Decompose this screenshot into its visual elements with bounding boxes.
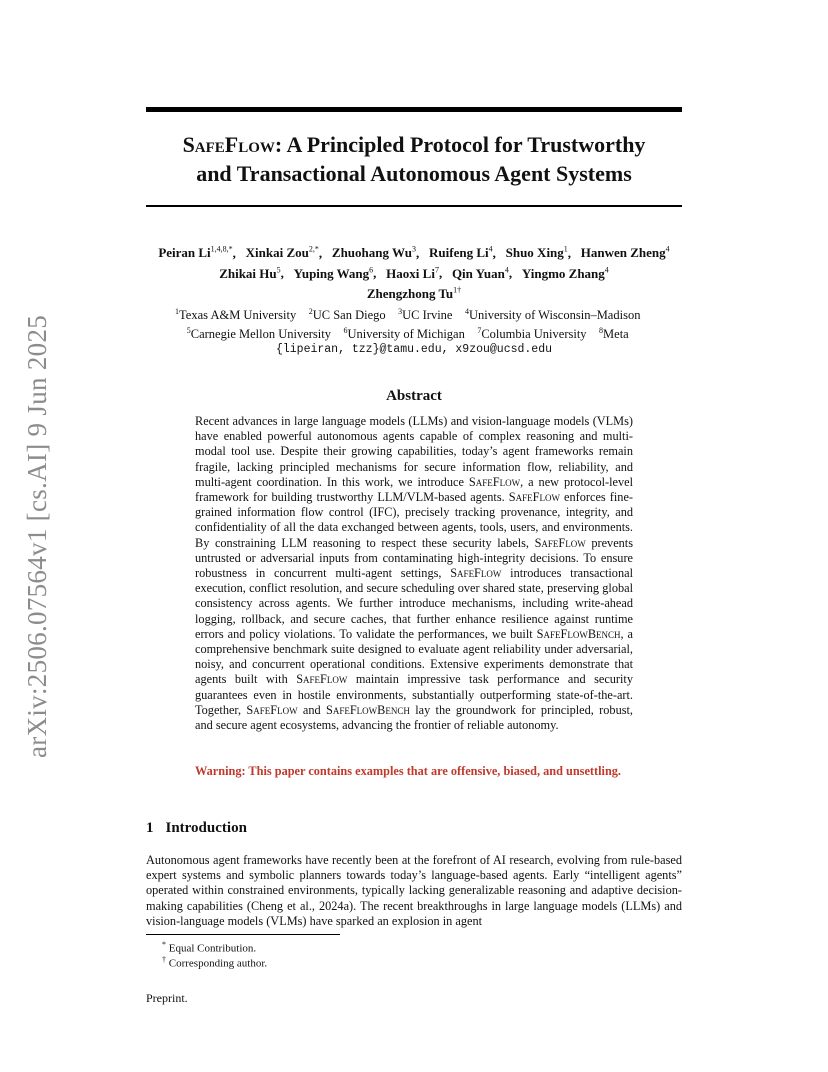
abstract-heading: Abstract — [386, 388, 442, 404]
author-name: Yingmo Zhang$^4$ — [521, 265, 609, 281]
affiliation: $^5$Carnegie Mellon University — [186, 326, 331, 342]
author-affiliation-mark: 4 — [604, 265, 609, 275]
author-name: Yuping Wang$^6$ — [293, 265, 374, 281]
author-affiliation-mark: 4 — [504, 265, 509, 275]
title-line2: and Transactional Autonomous Agent Systems — [196, 161, 632, 186]
author-name: Haoxi Li$^7$ — [386, 265, 439, 281]
footnote-mark: † — [162, 955, 166, 964]
author-name: Ruifeng Li$^4$ — [429, 245, 493, 261]
section-number: 1 — [146, 820, 154, 836]
footnote-text: Equal Contribution. — [168, 942, 257, 955]
framework-name: SafeFlow — [534, 535, 586, 550]
author-affiliation-mark: 1 — [563, 245, 568, 254]
affiliation-number: 6 — [343, 326, 348, 336]
framework-name: SafeFlow — [508, 490, 560, 505]
author-name: Qin Yuan$^4$ — [451, 265, 509, 281]
affiliation-number: 8 — [599, 326, 604, 336]
author-affiliation-mark: 5 — [276, 265, 281, 275]
section-heading — [146, 820, 247, 837]
affiliation-number: 7 — [477, 326, 482, 336]
content-warning: Warning: This paper contains examples that are offensive, biased, and unsettling. — [195, 764, 622, 778]
affiliation: $^7$Columbia University — [477, 326, 587, 342]
arxiv-identifier: arXiv:2506.07564v1 [cs.AI] 9 Jun 2025 — [22, 314, 52, 758]
author-name: Peiran $Li^{1,4,8,*}$ — [158, 245, 233, 261]
footnote — [162, 953, 267, 971]
affiliation-number: 1 — [175, 307, 180, 316]
author-name: Xinkai Zou$^{2,*}$ — [245, 245, 319, 261]
author-affiliation-mark: 1† — [453, 285, 462, 295]
footnote-rule — [146, 934, 340, 935]
affiliation: $^2$UC San Diego — [308, 307, 386, 323]
abstract-body: Recent advances in large language models (LLMs) and vision-language models (VLMs) have enabled powerful autonomous agents capable of complex reasoning and multi-modal tool use. Despite their growing capabilities, today’s agent frameworks remain fragile, lacking principled mechanisms for secure information flow, reliability, and multi-agent coordination. In this work, we introduce SafeFlow, a new protocol-level framework for building trustworthy LLM/VLM-based agents. SafeFlow enforces fine-grained information flow control (IFC), precisely tracking provenance, integrity, and confidentiality of all the data exchanged between agents, tools, users, and environments. By constraining LLM reasoning to respect these security labels, SafeFlow prevents untrusted or adversarial inputs from contaminating high-integrity decisions. To ensure robustness in concurrent multi-agent settings, SafeFlow introduces transactional execution, conflict resolution, and secure scheduling over shared state, preserving global consistency across agents. We further introduce mechanisms, including write-ahead logging, rollback, and secure caches, that further enhance resilience against runtime errors and policy violations. To validate the performances, we built SafeFlowBench, a comprehensive benchmark suite designed to evaluate agent reliability under adversarial, noisy, and concurrent operational conditions. Extensive experiments demonstrate that agents built with SafeFlow maintain impressive task performance and security guarantees even in hostile environments, substantially outperforming state-of-the-art. Together, SafeFlow and SafeFlowBench lay the groundwork for principled, robust, and secure agent ecosystems, advancing the frontier of reliable autonomy. — [195, 414, 634, 733]
author-line: Peiran $Li^{1,4,8,*}$, Xinkai Zou$^{2,*}$, Zhuohang Wu$^3$, Ruifeng Li$^4$, Shuo Xing$^1$, Hanwen Zheng$^4$ — [158, 245, 670, 261]
author-affiliation-mark: 2,* — [308, 245, 319, 254]
framework-name: SafeFlow — [296, 672, 348, 687]
introduction-paragraph: Autonomous agent frameworks have recently been at the forefront of AI research, evolving from rule-based expert systems and symbolic planners towards today’s language-based agents. Early “intelligent agents” operated within constrained environments, typically lacking generalizable reasoning and adaptive decision-making capabilities (Cheng et al., 2024a). The recent breakthroughs in large language models (LLMs) and vision-language models (VLMs) have sparked an explosion in agent — [146, 853, 682, 928]
author-affiliation-mark: 7 — [434, 265, 439, 275]
affiliation: $^3$UC Irvine — [398, 307, 453, 323]
footnote-mark: * — [162, 940, 166, 949]
author-affiliation-mark: 4 — [665, 245, 670, 254]
affiliation-number: 4 — [464, 307, 469, 316]
affiliations — [146, 304, 682, 358]
title-top-rule — [146, 107, 682, 112]
affiliation: $^4$University of Wisconsin–Madison — [464, 307, 641, 323]
affiliation-row — [146, 323, 682, 342]
author-line — [146, 282, 682, 302]
author-list — [146, 241, 682, 302]
footnote-text: Corresponding author. — [168, 957, 268, 970]
framework-name: SafeFlow — [450, 566, 502, 581]
title-name: SafeFlow — [182, 132, 275, 157]
paper-title — [146, 130, 682, 188]
affiliation-number: 2 — [308, 307, 313, 316]
framework-name: SafeFlow — [468, 474, 521, 489]
author-affiliation-mark: 3 — [412, 245, 417, 254]
affiliation-row — [146, 304, 682, 323]
affiliation-number: 5 — [186, 326, 191, 336]
author-affiliation-mark: 6 — [369, 265, 374, 275]
framework-name: SafeFlow — [246, 702, 298, 717]
preprint-label: Preprint. — [146, 991, 188, 1005]
author-name: Hanwen Zheng$^4$ — [580, 245, 670, 261]
author-affiliation-mark: 1,4,8,* — [210, 245, 233, 254]
affiliation-number: 3 — [398, 307, 403, 316]
author-emails: {lipeiran, tzz}@tamu.edu, x9zou@ucsd.edu — [275, 343, 553, 357]
affiliation: $^8$Meta — [599, 326, 629, 342]
section-title: Introduction — [165, 820, 247, 836]
author-name: Zhengzhong $Tu^{1\dagger}$ — [366, 285, 462, 301]
affiliation: $^6$University of Michigan — [343, 326, 465, 342]
title-line1-rest: : A Principled Protocol for Trustworthy — [274, 132, 646, 157]
author-name: Zhikai Hu$^5$ — [219, 265, 281, 281]
author-name: Shuo Xing$^1$ — [505, 245, 568, 261]
author-name: Zhuohang Wu$^3$ — [331, 245, 417, 261]
title-bottom-rule — [146, 205, 682, 207]
affiliation: $^1$Texas A&M University — [175, 307, 297, 323]
author-affiliation-mark: 4 — [488, 245, 493, 254]
author-line: Zhikai Hu$^5$, Yuping Wang$^6$, Haoxi Li$^7$, Qin Yuan$^4$, Yingmo Zhang$^4$ — [219, 265, 609, 281]
framework-name: SafeFlowBench — [536, 626, 621, 641]
framework-name: SafeFlowBench — [326, 702, 410, 717]
